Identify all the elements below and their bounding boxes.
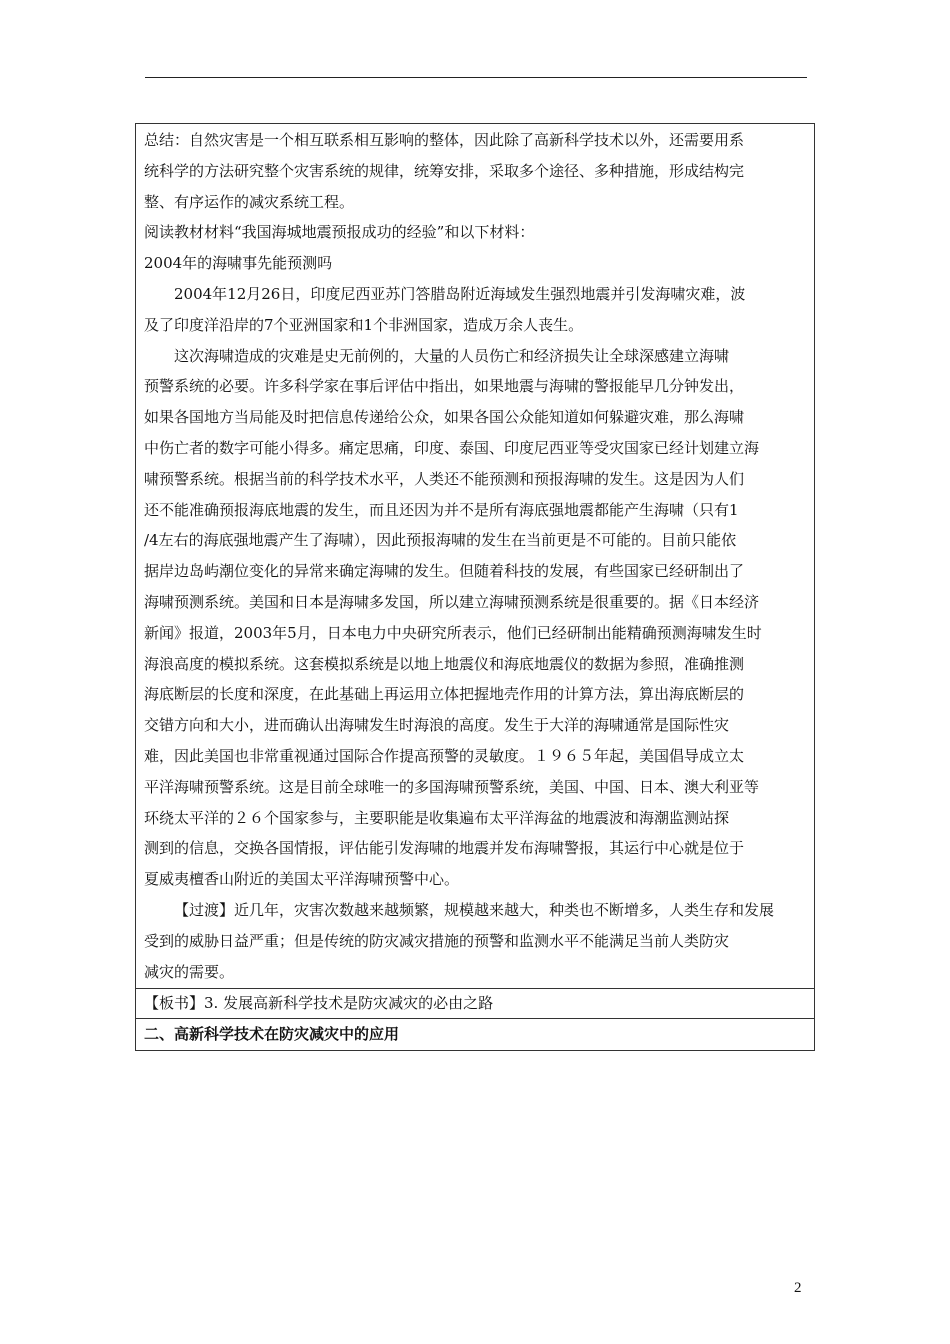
content-table <box>135 123 815 1051</box>
section-heading: 二、高新科学技术在防灾减灾中的应用 <box>136 1019 815 1051</box>
reading-intro: 阅读教材材料“我国海城地震预报成功的经验”和以下材料： <box>144 223 535 242</box>
paragraph1-line: 及了印度洋沿岸的7个亚洲国家和1个非洲国家，造成万余人丧生。 <box>144 315 584 334</box>
paragraph2-line: 难，因此美国也非常重视通过国际合作提高预警的灵敏度。１９６５年起，美国倡导成立太 <box>144 746 745 765</box>
table-row <box>136 124 815 989</box>
paragraph2-line: 据岸边岛屿潮位变化的异常来确定海啸的发生。但随着科技的发展，有些国家已经研制出了 <box>144 562 745 581</box>
paragraph2-line: /4左右的海底强地震产生了海啸），因此预报海啸的发生在当前更是不可能的。目前只能依 <box>144 531 737 550</box>
paragraph2-line: 中伤亡者的数字可能小得多。痛定思痛，印度、泰国、印度尼西亚等受灾国家已经计划建立海 <box>144 438 760 457</box>
paragraph2-line: 测到的信息，交换各国情报，评估能引发海啸的地震并发布海啸警报，其运行中心就是位于 <box>144 839 745 858</box>
paragraph2-line: 如果各国地方当局能及时把信息传递给公众，如果各国公众能知道如何躲避灾难，那么海啸 <box>144 408 745 427</box>
paragraph2-line: 环绕太平洋的２６个国家参与，主要职能是收集遍布太平洋海盆的地震波和海潮监测站探 <box>144 808 730 827</box>
paragraph2-line: 海底断层的长度和深度，在此基础上再运用立体把握地壳作用的计算方法，算出海底断层的 <box>144 685 745 704</box>
paragraph1-line: 2004年12月26日，印度尼西亚苏门答腊岛附近海域发生强烈地震并引发海啸灾难，波 <box>174 284 746 303</box>
summary-line: 总结：自然灾害是一个相互联系相互影响的整体，因此除了高新科学技术以外，还需要用系 <box>144 131 745 149</box>
table-row <box>136 1019 815 1051</box>
paragraph2-line: 海啸预测系统。美国和日本是海啸多发国，所以建立海啸预测系统是很重要的。据《日本经济 <box>144 592 760 611</box>
paragraph2-line: 啸预警系统。根据当前的科学技术水平，人类还不能预测和预报海啸的发生。这是因为人们 <box>144 469 745 488</box>
paragraph2-line: 新闻》报道，2003年5月，日本电力中央研究所表示，他们已经研制出能精确预测海啸发生时 <box>144 623 762 642</box>
paragraph2-line: 预警系统的必要。许多科学家在事后评估中指出，如果地震与海啸的警报能早几分钟发出， <box>144 377 745 396</box>
paragraph2-line: 交错方向和大小，进而确认出海啸发生时海浪的高度。发生于大洋的海啸通常是国际性灾 <box>144 716 730 735</box>
summary-line: 整、有序运作的减灾系统工程。 <box>144 192 355 211</box>
paragraph2-line: 这次海啸造成的灾难是史无前例的，大量的人员伤亡和经济损失让全球深感建立海啸 <box>174 346 730 365</box>
table-row <box>136 989 815 1019</box>
paragraph2-line: 夏威夷檀香山附近的美国太平洋海啸预警中心。 <box>144 870 460 889</box>
page-number: 2 <box>794 1280 802 1296</box>
header-rule <box>145 77 807 78</box>
paragraph2-line: 还不能准确预报海底地震的发生，而且还因为并不是所有海底强地震都能产生海啸（只有1 <box>144 500 739 519</box>
board-note: 【板书】3. 发展高新科学技术是防灾减灾的必由之路 <box>136 989 815 1019</box>
transition-line: 【过渡】近几年，灾害次数越来越频繁，规模越来越大，种类也不断增多，人类生存和发展 <box>174 900 775 919</box>
paragraph2-line: 平洋海啸预警系统。这是目前全球唯一的多国海啸预警系统，美国、中国、日本、澳大利亚等 <box>144 777 760 796</box>
transition-line: 减灾的需要。 <box>144 962 235 981</box>
summary-line: 统科学的方法研究整个灾害系统的规律，统筹安排，采取多个途径、多种措施，形成结构完 <box>144 161 745 180</box>
main-content-cell <box>136 124 815 989</box>
transition-line: 受到的威胁日益严重；但是传统的防灾减灾措施的预警和监测水平不能满足当前人类防灾 <box>144 931 730 950</box>
article-title: 2004年的海啸事先能预测吗 <box>144 254 333 273</box>
paragraph2-line: 海浪高度的模拟系统。这套模拟系统是以地上地震仪和海底地震仪的数据为参照，准确推测 <box>144 654 745 673</box>
